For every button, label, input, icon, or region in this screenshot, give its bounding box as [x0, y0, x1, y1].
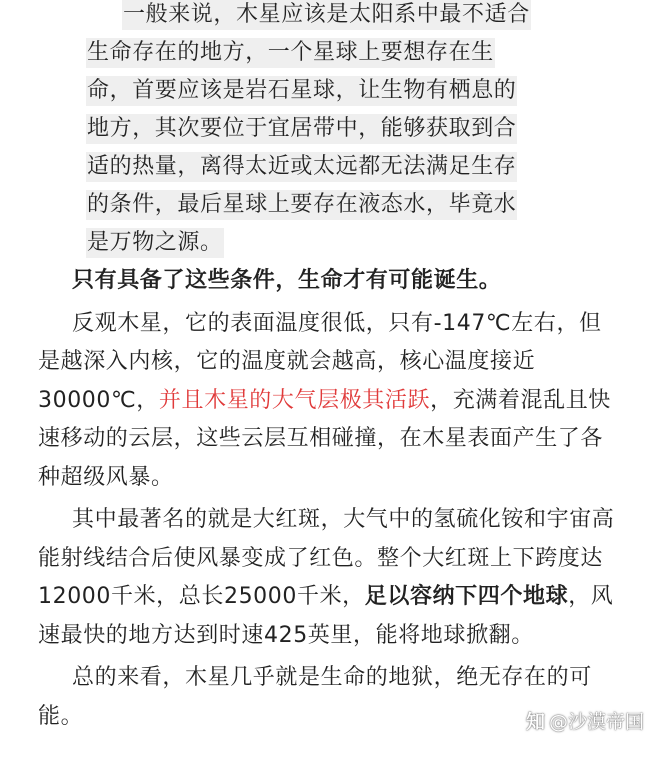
quote-line: [86, 38, 572, 76]
quote-line: [86, 228, 572, 266]
bold-highlight-text: 足以容纳下四个地球: [364, 584, 569, 609]
quote-line: [86, 76, 572, 114]
paragraph-text: 反观木星，它的表面温度很低，只有-147℃左右，但是越深入内核，它的温度就会越高，核心温度接近30000℃，: [38, 310, 602, 413]
quote-line: [86, 114, 572, 152]
quote-line-text: 的条件，最后星球上要存在液态水，毕竟水: [86, 190, 517, 220]
paragraph-text: ，充满着混乱且快速移动的云层，这些云层互相碰撞，在木星表面产生了各种超级风暴。: [38, 387, 611, 490]
quote-line: [86, 190, 572, 228]
paragraph-conditions: 只有具备了这些条件，生命才有可能诞生。: [72, 268, 502, 293]
quote-block: [86, 0, 572, 266]
quote-line-text: 地方，其次要位于宜居带中，能够获取到合: [86, 114, 517, 144]
article-body: [38, 262, 624, 736]
paragraph-text: 其中最著名的就是大红斑，大气中的氢硫化铵和宇宙高能射线结合后使风暴变成了红色。整个大红斑上下跨度达12000千米，总长25000千米，: [38, 507, 615, 609]
zhihu-watermark: [526, 707, 644, 734]
quote-line-text: 是万物之源。: [86, 228, 224, 258]
zhihu-logo-icon: 知: [525, 711, 545, 733]
paragraph-jupiter-surface: [38, 305, 624, 498]
quote-line: [86, 0, 572, 38]
quote-line-text: 适的热量，离得太近或太远都无法满足生存: [86, 152, 517, 182]
paragraph-text: ，风速最快的地方达到时速425英里，能将地球掀翻。: [38, 584, 614, 648]
paragraph-great-red-spot: [38, 501, 624, 655]
quote-line-text: 生命存在的地方，一个星球上要想存在生: [86, 38, 495, 68]
watermark-author: @沙漠帝国: [548, 711, 644, 733]
quote-line-text: 命，首要应该是岩石星球，让生物有栖息的: [86, 76, 517, 106]
quote-line: [86, 152, 572, 190]
red-highlight-text: 并且木星的大气层极其活跃: [158, 387, 431, 413]
paragraph-conclusion: 总的来看，木星几乎就是生命的地狱，绝无存在的可能。: [38, 665, 592, 729]
quote-line-text: 一般来说，木星应该是太阳系中最不适合: [122, 0, 531, 30]
